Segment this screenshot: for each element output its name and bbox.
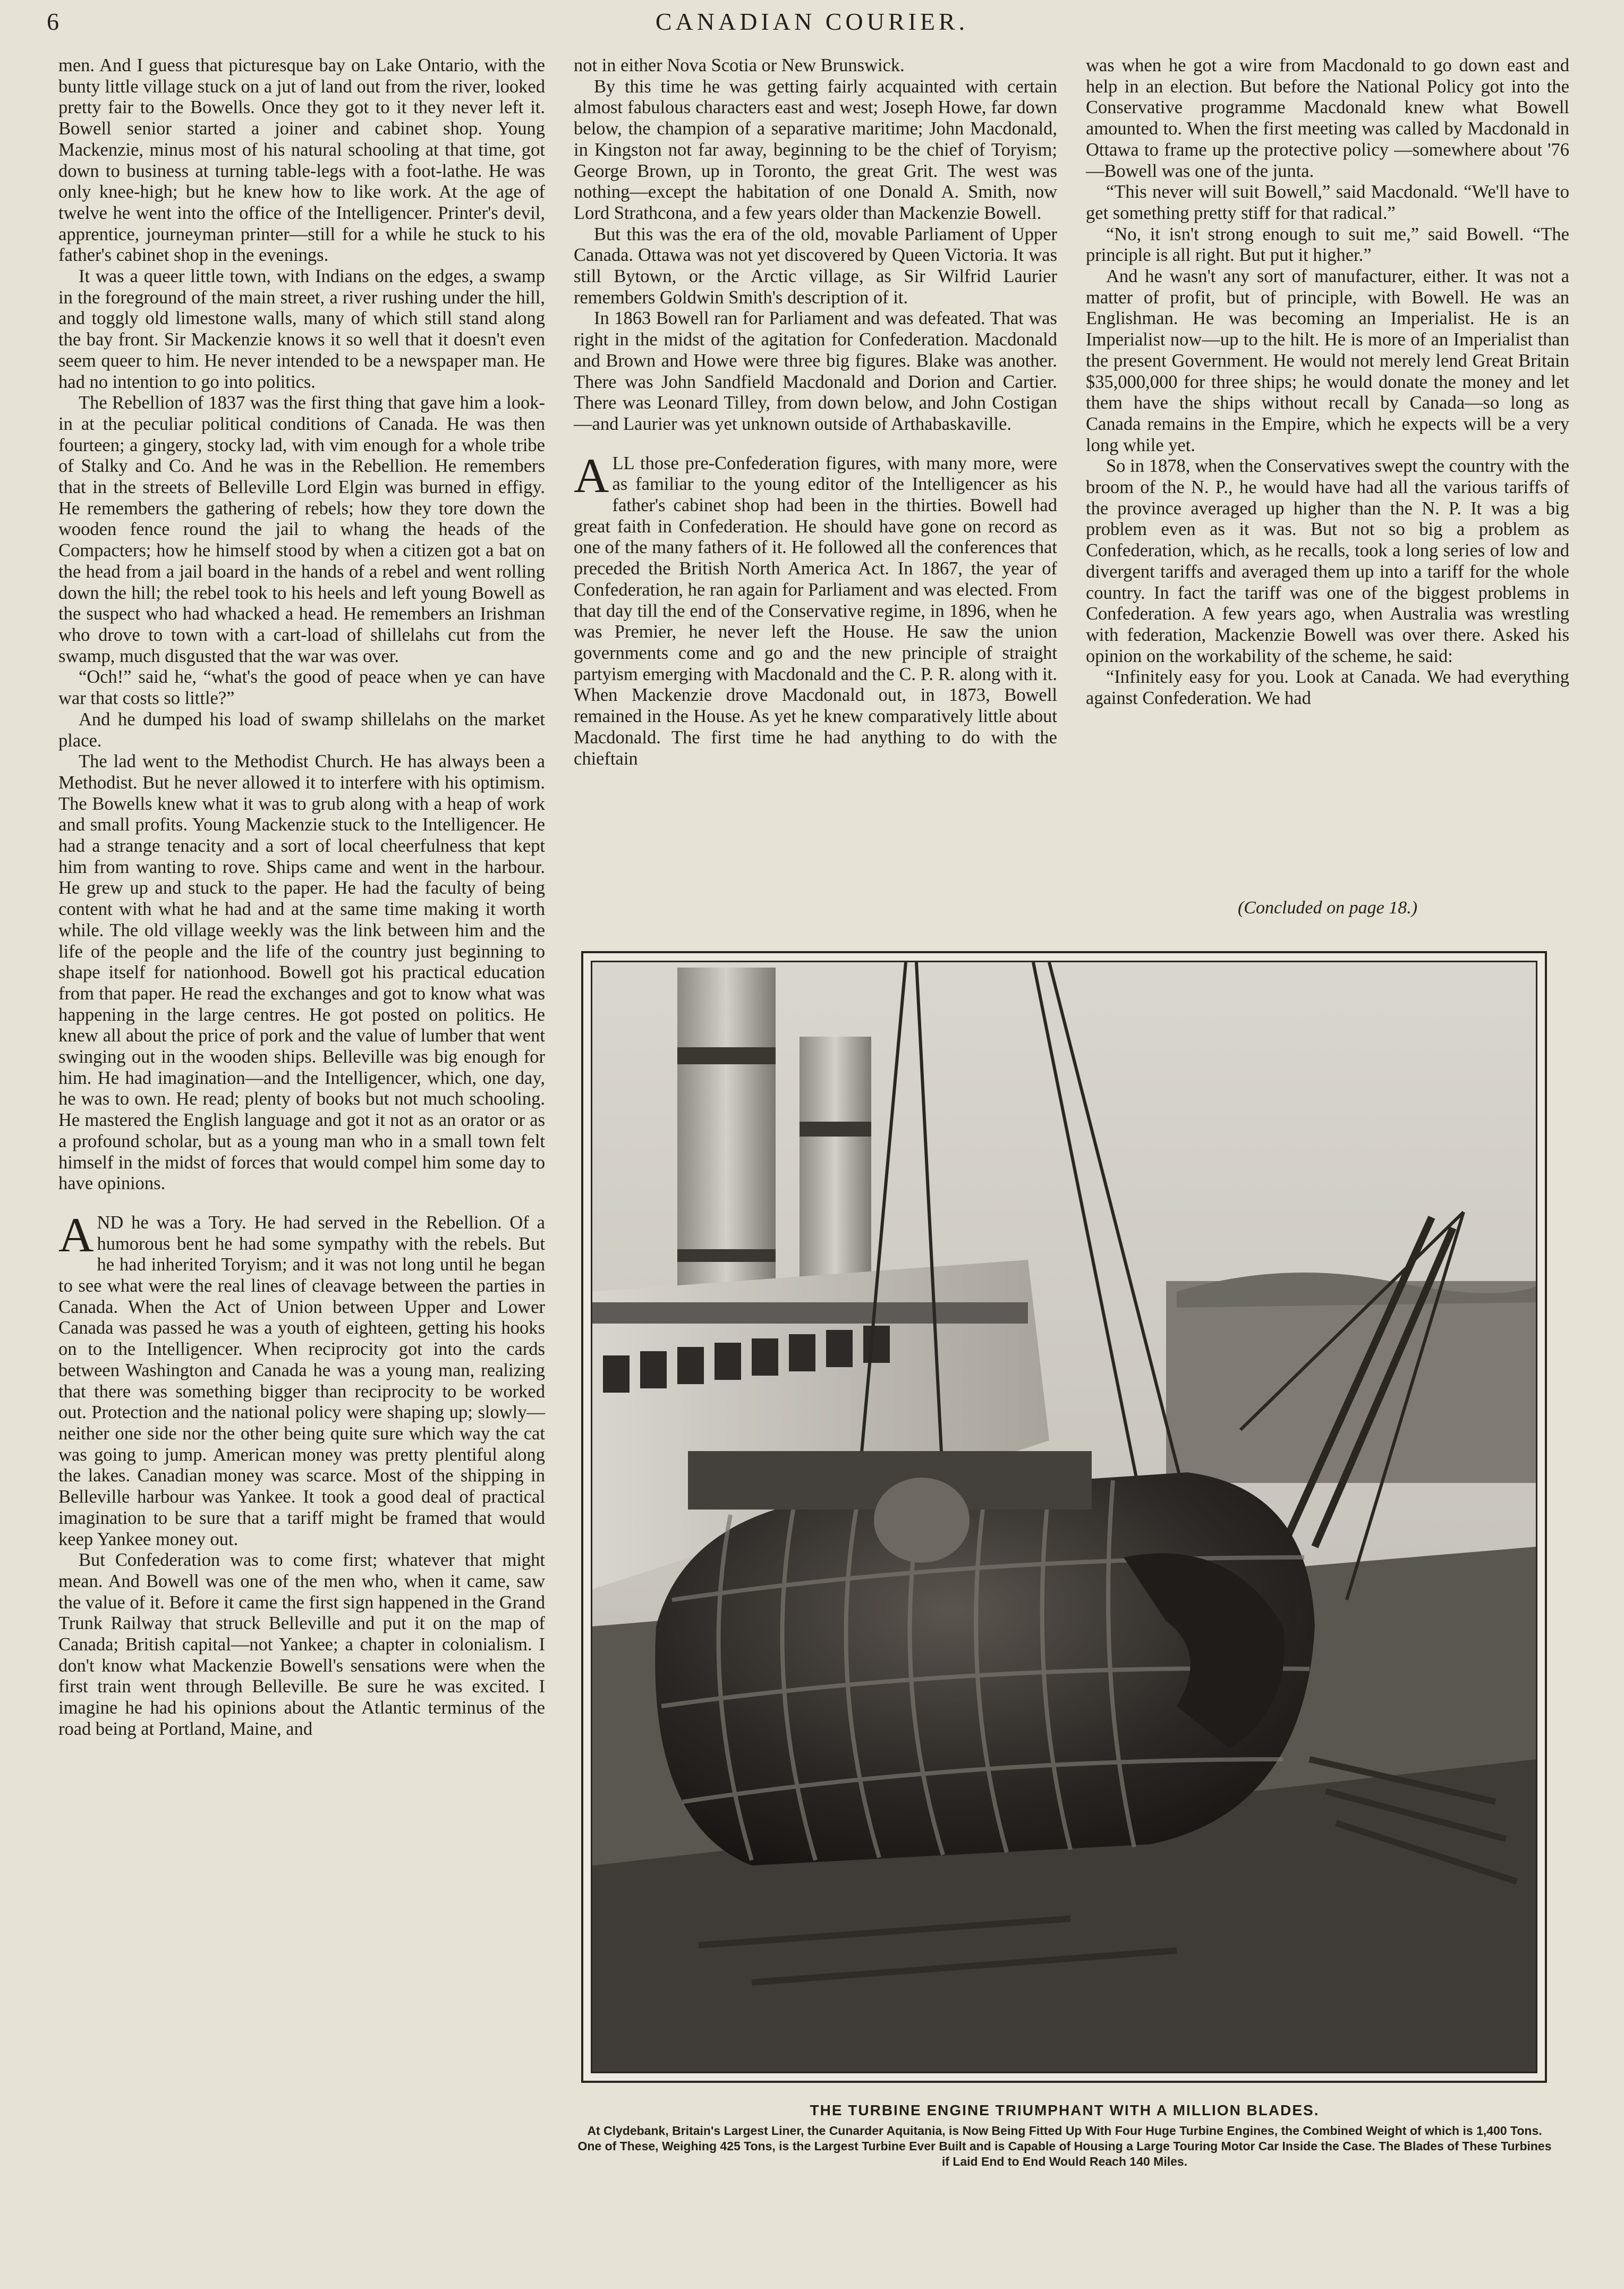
paragraph: “Och!” said he, “what's the good of peace when ye can have war that costs so little?” — [58, 667, 545, 709]
paragraph-dropcap: AND he was a Tory. He had served in the Rebellion. Of a humorous bent he had some sympathy with the rebels. But he had inherited Toryism; and it was not long until he began to see what were the real lines of cleavage between the parties in Canada. When the Act of Union between Upper and Lower Canada was passed he was a youth of eighteen, getting his hooks on to the Intelligencer. When reciprocity got into the cards between Washington and Canada he was a young man, realizing that there was something bigger than reciprocity to be worked out. Protection and the national policy were shaping up; slowly—neither one side nor the other being quite sure which way the cat was going to jump. American money was pretty plentiful along the lakes. Canadian money was scarce. Most of the shipping in Belleville harbour was Yankee. It took a good deal of practical imagination to be sure that a tariff might be framed that would keep Yankee money out. — [58, 1207, 545, 1549]
paragraph: So in 1878, when the Conservatives swept the country with the broom of the N. P., he would have had all the various tariffs of the province averaged up higher than the N. P. It was a big problem even as it was. But not so big a problem as Confederation, which, as he recalls, took a long series of low and divergent tariffs and averaged them up into a tariff for the whole country. In fact the tariff was one of the biggest problems in Confederation. A few years ago, when Australia was wrestling with federation, Mackenzie Bowell was over there. Asked his opinion on the workability of the scheme, he said: — [1086, 456, 1569, 666]
article-column-2 — [574, 55, 1057, 769]
photo-caption — [576, 2102, 1553, 2169]
article-column-3 — [1086, 55, 1569, 709]
turbine-photo-illustration — [592, 962, 1536, 2072]
continued-note: (Concluded on page 18.) — [1237, 898, 1418, 918]
paragraph: But this was the era of the old, movable Parliament of Upper Canada. Ottawa was not yet discovered by Queen Victoria. It was still Bytown, or the Arctic village, as Sir Wilfrid Laurier remembers Goldwin Smith's description of it. — [574, 224, 1057, 308]
paragraph: The lad went to the Methodist Church. He has always been a Methodist. But he never allowed it to interfere with his optimism. The Bowells knew what it was to grub along with a heap of work and small profits. Young Mackenzie stuck to the Intelligencer. He had a strange tenacity and a sort of local cheerfulness that kept him from wanting to rove. Ships came and went in the harbour. He grew up and stuck to the paper. He had the faculty of being content with what he had and at the same time making it worth while. The old village weekly was the link between him and the life of the people and the life of the country just beginning to shape itself for nationhood. Bowell got his practical education from that paper. He read the exchanges and got to know what was happening in the large centres. He got posted on politics. He knew all about the price of pork and the value of lumber that went swinging out in the wooden ships. Belleville was big enough for him. He had imagination—and the Intelligencer, which, one day, he was to own. He read; plenty of books but not much schooling. He mastered the English language and got it not as an orator or as a profound scholar, but as a young man who in a small town felt himself in the midst of forces that would compel him some day to have opinions. — [58, 751, 545, 1194]
paragraph: In 1863 Bowell ran for Parliament and was defeated. That was right in the midst of the agitation for Confederation. Macdonald and Brown and Howe were three big figures. Blake was another. There was John Sandfield Macdonald and Dorion and Cartier. There was Leonard Tilley, from down below, and John Costigan—and Laurier was yet unknown outside of Arthabaskaville. — [574, 308, 1057, 434]
paragraph: “Infinitely easy for you. Look at Canada. We had everything against Confederation. We had — [1086, 667, 1569, 709]
paragraph: But Confederation was to come first; whatever that might mean. And Bowell was one of the men who, when it came, saw the value of it. Before it came the first sign happened in the Grand Trunk Railway that struck Belleville and put it on the map of Canada; British capital—not Yankee; a chapter in colonialism. I don't know what Mackenzie Bowell's sensations were when the first train went through Belleville. Be sure he was excited. I imagine he had his opinions about the Atlantic terminus of the road being at Portland, Maine, and — [58, 1550, 545, 1739]
running-head: CANADIAN COURIER. — [655, 8, 969, 35]
paragraph: The Rebellion of 1837 was the first thing that gave him a look-in at the peculiar political conditions of Canada. He was then fourteen; a gingery, stocky lad, with vim enough for a whole tribe of Stalky and Co. And he was in the Rebellion. He remembers that in the streets of Belleville Lord Elgin was burned in effigy. He remembers the gathering of rebels; how they tore down the wooden fence round the jail to whang the heads of the Compacters; how he himself stood by when a citizen got a bat on the head from a jail board in the hands of a rebel and went rolling down the hill; the rebel took to his heels and left young Bowell as the suspect who had whacked a head. He remembers an Irishman who drove to town with a cart-load of shillelahs cut from the swamp, much disgusted that the war was over. — [58, 393, 545, 666]
photo-frame — [581, 951, 1547, 2083]
caption-body: At Clydebank, Britain's Largest Liner, the Cunarder Aquitania, is Now Being Fitted Up With Four Huge Turbine Engines, the Combined Weight of which is 1,400 Tons. One of These, Weighing 425 Tons, is the Largest Turbine Ever Built and is Capable of Housing a Large Touring Motor Car Inside the Case. The Blades of These Turbines if Laid End to End Would Reach 140 Miles. — [577, 2124, 1552, 2168]
paragraph: not in either Nova Scotia or New Brunswick. — [574, 55, 905, 75]
turbine-photo — [591, 961, 1537, 2073]
page-number: 6 — [47, 8, 59, 35]
article-column-1 — [58, 55, 545, 1740]
paragraph: “No, it isn't strong enough to suit me,” said Bowell. “The principle is all right. But put it higher.” — [1086, 224, 1569, 266]
paragraph-dropcap: ALL those pre-Confederation figures, with many more, were as familiar to the young editor of the Intelligencer as his father's cabinet shop had been in the thirties. Bowell had great faith in Confederation. He should have gone on record as one of the many fathers of it. He followed all the conferences that preceded the British North America Act. In 1867, the year of Confederation, he ran again for Parliament and was elected. From that day till the end of the Conservative regime, in 1896, when he was Premier, he never left the House. He saw the union governments come and go and the new principle of straight partyism emerging with Macdonald and the C. P. R. along with it. When Mackenzie drove Macdonald out, in 1873, Bowell remained in the House. As yet he knew comparatively little about Macdonald. The first time he had anything to do with the chieftain — [574, 448, 1057, 769]
funnel-2 — [800, 1037, 871, 1281]
paragraph: men. And I guess that picturesque bay on Lake Ontario, with the bunty little village stuck on a jut of land out from the river, looked pretty fair to the Bowells. Once they got to it they never left it. Bowell senior started a joiner and cabinet shop. Young Mackenzie, minus most of his natural schooling at that time, got down to business at turning table-legs with a foot-lathe. He was only knee-high; but he knew how to like work. At the age of twelve he went into the office of the Intelligencer. Printer's devil, apprentice, journeyman printer—still for a while he stuck to his father's cabinet shop in the evenings. — [58, 55, 545, 266]
funnel-1 — [677, 968, 776, 1297]
shipyard-shed — [1166, 1281, 1536, 1483]
paragraph: And he wasn't any sort of manufacturer, either. It was not a matter of profit, but of principle, with Bowell. He was an Englishman. He was becoming an Imperialist. He is an Imperialist now—up to the hilt. He is more of an Imperialist than the present Government. He would not merely lend Great Britain $35,000,000 for three ships; he would donate the money and let them have the ships without recall by Canada—so long as Canada remains in the Empire, which he expects will be a very long while yet. — [1086, 266, 1569, 455]
paragraph: And he dumped his load of swamp shillelahs on the market place. — [58, 709, 545, 751]
paragraph: “This never will suit Bowell,” said Macdonald. “We'll have to get something pretty stiff for that radical.” — [1086, 182, 1569, 223]
caption-title: THE TURBINE ENGINE TRIUMPHANT WITH A MILLION BLADES. — [810, 2102, 1320, 2118]
turbine-flange — [874, 1478, 970, 1563]
paragraph: By this time he was getting fairly acquainted with certain almost fabulous characters east and west; Joseph Howe, far down below, the champion of a separative maritime; John Macdonald, in Kingston not far away, beginning to be the chief of Toryism; George Brown, up in Toronto, the great Grit. The west was nothing—except the habitation of one Donald A. Smith, now Lord Strathcona, and a few years older than Mackenzie Bowell. — [574, 76, 1057, 223]
paragraph: It was a queer little town, with Indians on the edges, a swamp in the foreground of the main street, a river rushing under the hill, and toggly old limestone walls, many of which still stand along the bay front. Sir Mackenzie knows it so well that it doesn't even seem queer to him. He never intended to be a newspaper man. He had no intention to go into politics. — [58, 266, 545, 392]
paragraph: was when he got a wire from Macdonald to go down east and help in an election. But before the National Policy got into the Conservative programme Macdonald knew what Bowell amounted to. When the first meeting was called by Macdonald in Ottawa to frame up the protective policy —somewhere about '76—Bowell was one of the junta. — [1086, 55, 1569, 181]
